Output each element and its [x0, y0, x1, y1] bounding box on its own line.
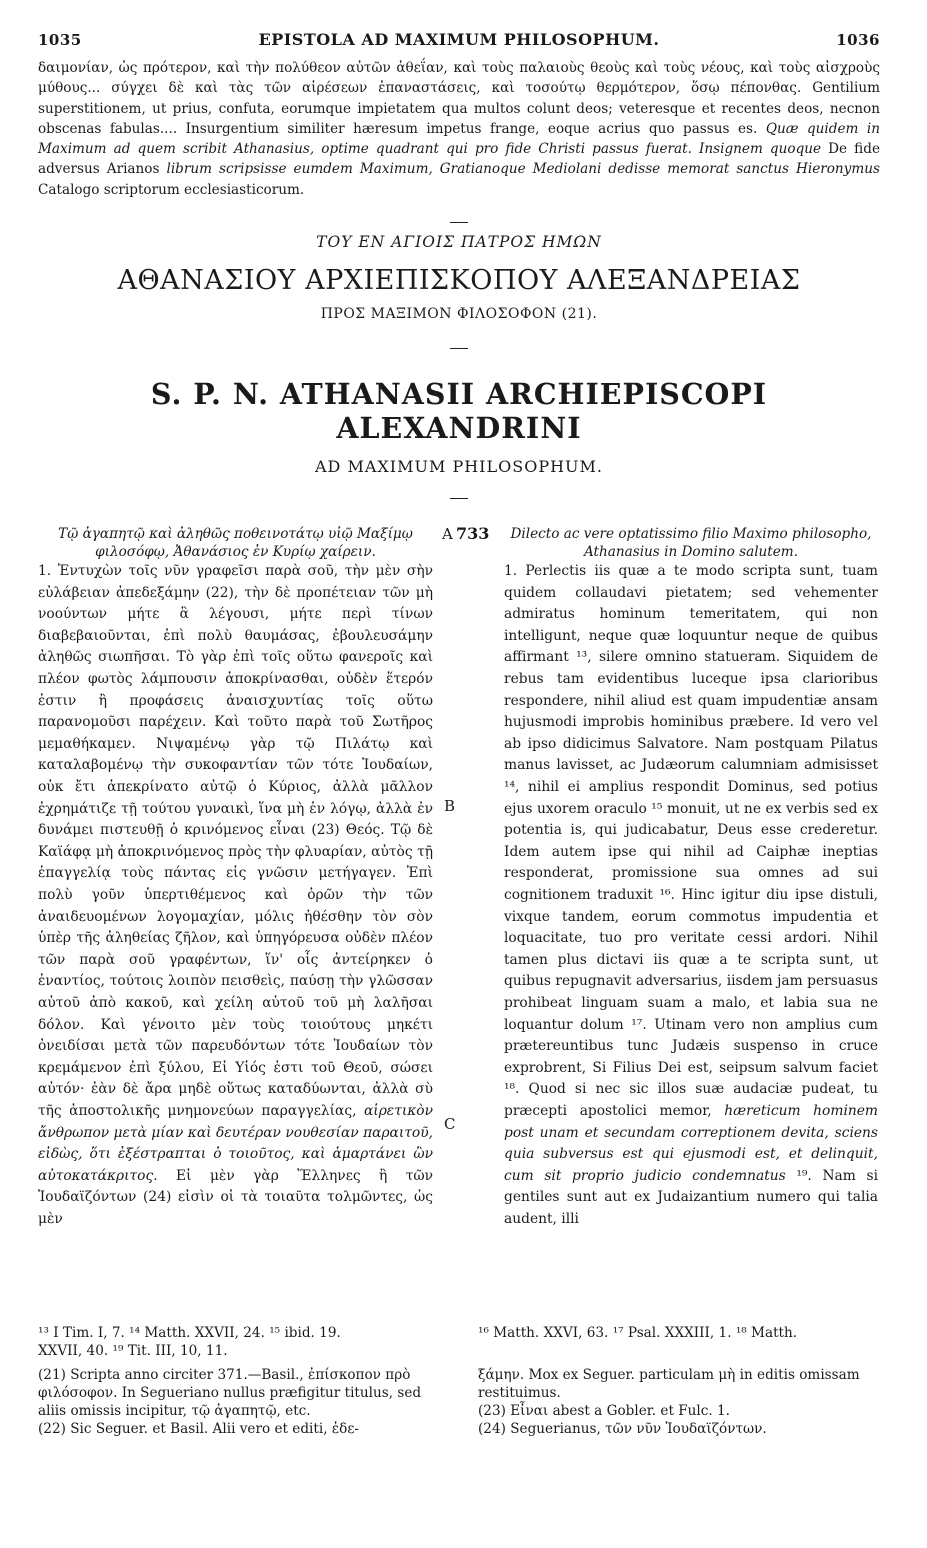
running-head [38, 30, 880, 56]
footnote-21: (21) Scripta anno circiter 371.—Basil., ἐπίσκοπον πρὸ φιλόσοφον. In Segueriano nullus præfigitur titulus, sed aliis omissis incipitur, τῷ ἀγαπητῷ, etc. [38, 1367, 422, 1419]
margin-marker-b: B [444, 797, 456, 816]
heading-latin-2: AD MAXIMUM PHILOSOPHUM. [315, 457, 603, 477]
intro-greek: δαιμονίαν, ὡς πρότερον, καὶ τὴν πολύθεον αὐτῶν ἀθεΐαν, καὶ τοὺς παλαιοὺς θεοὺς καὶ τοὺς νέους, καὶ τοὺς αἰσχροὺς μύθους... σύγχει δὲ καὶ τὰς τῶν αἱρέσεων ἐπαναστάσεις, καὶ τοσούτῳ θερμότερον, ὅσῳ πέπονθας. [38, 60, 880, 97]
intro-latin-end: Catalogo scriptorum ecclesiasticorum. [38, 181, 305, 198]
latin-text-italic: hæreticum hominem post unam et secundam correptionem devita, sciens quia subversus est qui ejusmodi est, et delinquit, cum sit proprio judicio condemnatus [504, 1102, 878, 1184]
document-page [38, 30, 880, 1530]
page-number-left: 1035 [38, 31, 82, 49]
margin-marker-c: C [444, 1115, 456, 1134]
running-title: EPISTOLA AD MAXIMUM PHILOSOPHUM. [258, 30, 660, 49]
greek-text: 1. Ἐντυχὼν τοῖς νῦν γραφεῖσι παρὰ σοῦ, τὴν μὲν σὴν εὐλάβειαν ἀπεδεξάμην (22), τὴν δὲ προπέτειαν τῶν μὴ νοούντων μήτε ἃ λέγουσι, μήτε περὶ τίνων διαβεβαιοῦνται, ἐπὶ πολὺ θαυμάσας, ἐβουλευσάμην ἀληθῶς σιωπῆσαι. Τὸ γὰρ ἐπὶ τοῖς οὕτω φανεροῖς καὶ πλέον φωτὸς λάμπουσιν ἀποκρίνασθαι, οὐδὲν ἕτερόν ἐστιν ἢ προφάσεις ἀναισχυντίας τοῖς οὕτω παρανομοῦσι παρέχειν. Καὶ τοῦτο παρὰ τοῦ Σωτῆρος μεμαθήκαμεν. Νιψαμένῳ γὰρ τῷ Πιλάτῳ καὶ καταλαβομένῳ τὴν συκοφαντίαν τῶν τότε Ἰουδαίων, οὐκ ἔτι ἀπεκρίνατο αὐτῷ ὁ Κύριος, ἀλλὰ μᾶλλον ἐχρημάτιζε τῇ τούτου γυναικὶ, ἵνα μὴ ἐν λόγῳ, ἀλλὰ ἐν δυνάμει πιστευθῇ ὁ κρινόμενος εἶναι (23) Θεός. Τῷ δὲ Καϊάφᾳ μὴ ἀποκρινόμενος πρὸς τὴν φλυαρίαν, αὐτὸς τῇ ἐπαγγελίᾳ τοὺς πάντας εἰς γνῶσιν μετήγαγεν. Ἐπὶ πολὺ γοῦν ὑπερτιθέμενος καὶ ὁρῶν τὴν τῶν ἀναιδευομένων λογομαχίαν, μόλις ἠθέσθην τὸν σὸν ὑπὲρ τῆς ἀληθείας ζῆλον, καὶ ὑπηγόρευσα οὐδὲν πλέον τῶν παρὰ σοῦ γραφέντων, ἵν' οἷς ἀντείρηκεν ὁ ἐναντίος, τούτοις λοιπὸν πεισθεὶς, παύσῃ τὴν γλῶσσαν αὐτοῦ ἀπὸ κακοῦ, καὶ χείλη αὐτοῦ τοῦ μὴ λαλῆσαι δόλον. Καὶ γένοιτο μὲν τοὺς τοιούτους μηκέτι ὀνειδίσαι μετὰ τῶν παρευδόντων τότε Ἰουδαίων τὸν κρεμάμενον ἐπὶ ξύλου, Εἰ Υἱός ἐστι τοῦ Θεοῦ, σώσει αὐτόν· ἐὰν δὲ ἄρα μηδὲ οὕτως καταδύωνται, ἀλλὰ σὺ τῆς ἀποστολικῆς μνημονεύων παραγγελίας, [38, 563, 433, 1119]
intro-latin-title: De fide adversus Arianos [38, 141, 880, 178]
footnote-refs: ¹³ I Tim. I, 7. ¹⁴ Matth. XXVII, 24. ¹⁵ ibid. 19. [38, 1325, 341, 1341]
heading-latin-1: S. P. N. ATHANASII ARCHIEPISCOPI ALEXANDRINI [150, 377, 768, 446]
divider [450, 348, 468, 349]
margin-marker-a: A [442, 525, 453, 544]
footnote-refs-2: XXVII, 40. ¹⁹ Tit. III, 10, 11. [38, 1343, 228, 1359]
latin-text: 1. Perlectis iis quæ a te modo scripta sunt, tuam quidem collaudavi pietatem; sed vehementer admiratus hominum temeritatem, qui non intelligunt, neque quæ loquuntur neque de quibus affirmant ¹³, silere omnino statueram. Siquidem de rebus tam evidentibus luceque ipsa clarioribus respondere, nihil aliud est quam impudentiæ ansam hujusmodi improbis hominibus præbere. Id vero vel ab ipso didicimus Salvatore. Nam postquam Pilatus manus lavisset, ac Judæorum calumniam admisisset ¹⁴, nihil ei amplius respondit Dominus, sed potius ejus uxorem oraculo ¹⁵ monuit, ut ne ex verbis sed ex potentia is, qui judicabatur, Deus esse crederetur. Idem autem ipse qui nihil ad Caiphæ ineptias responderat, promissione sua omnes ad sui cognitionem traduxit ¹⁶. Hinc igitur diu ipse distuli, vixque tandem, eorum commotus impudentia et loquacitate, tuo pro veritate cessi ardori. Nihil tamen plus dictavi iis quæ a te scripta sunt, ut quibus repugnavit adversarius, iisdem jam persuasus prohibeat linguam suam a malo, et labia sua ne loquantur dolum ¹⁷. Utinam vero non amplius cum prætereuntibus tunc Judæis suspenso in cruce exprobrent, Si Filius Dei est, seipsum salvum faciet ¹⁸. Quod si nec sic illos suæ audaciæ pudeat, tu præcepti apostolici memor, [504, 563, 878, 1119]
footnote-24: (24) Seguerianus, τῶν νῦν Ἰουδαϊζόντων. [478, 1421, 767, 1437]
heading-greek-1: ΤΟΥ ΕΝ ΑΓΙΟΙΣ ΠΑΤΡΟΣ ΗΜΩΝ [316, 233, 602, 252]
latin-column [478, 525, 878, 1230]
footnote-22: (22) Sic Seguer. et Basil. Alii vero et editi, ἐδε- [38, 1421, 359, 1437]
intro-latin-italic-2: librum scripsisse eumdem Maximum, Gratianoque Mediolani dedisse memorat sanctus Hieronymus [166, 161, 880, 178]
footnote-22-cont: ξάμην. Mox ex Seguer. particulam μὴ in editis omissam restituimus. [478, 1367, 860, 1401]
greek-greeting: Τῷ ἀγαπητῷ καὶ ἀληθῶς ποθεινοτάτῳ υἱῷ Μαξίμῳ φιλοσόφῳ, Ἀθανάσιος ἐν Κυρίῳ χαίρειν. [58, 526, 413, 561]
footnotes-right [478, 1324, 878, 1438]
intro-latin-italic: Quæ quidem in Maximum ad quem scribit Athanasius, optime quadrant qui pro fide Christi passus fuerat. Insignem quoque [38, 120, 880, 158]
heading-greek-3: ΠΡΟΣ ΜΑΞΙΜΟΝ ΦΙΛΟΣΟΦΟΝ (21). [320, 306, 598, 323]
heading-greek-2: ΑΘΑΝΑΣΙΟΥ ΑΡΧΙΕΠΙΣΚΟΠΟΥ ΑΛΕΞΑΝΔΡΕΙΑΣ [117, 265, 801, 297]
greek-text-italic: αἱρετικὸν ἄνθρωπον μετὰ μίαν καὶ δευτέραν νουθεσίαν παραιτοῦ, εἰδὼς, ὅτι ἐξέστραπται ὁ τοιοῦτος, καὶ ἁμαρτάνει ὢν αὐτοκατάκριτος. [38, 1102, 433, 1184]
intro-paragraph [38, 58, 880, 200]
two-column-text [38, 524, 880, 1227]
latin-greeting: Dilecto ac vere optatissimo filio Maximo philosopho, Athanasius in Domino salutem. [510, 526, 872, 561]
footnote-refs-right: ¹⁶ Matth. XXVI, 63. ¹⁷ Psal. XXXIII, 1. ¹⁸ Matth. [478, 1325, 798, 1341]
footnotes-left [38, 1324, 433, 1438]
footnote-23: (23) Εἶναι abest a Gobler. et Fulc. 1. [478, 1403, 730, 1419]
greek-text-end: Εἰ μὲν γὰρ Ἕλληνες ἢ τῶν Ἰουδαϊζόντων (24) εἰσὶν οἱ τὰ τοιαῦτα τολμῶντες, ὡς μὲν [38, 1167, 433, 1227]
column-number: 733 [456, 524, 490, 544]
intro-latin: Gentilium superstitionem, ut prius, confuta, eorumque impietatem qua multos colunt deos; veteresque et recentes deos, necnon obscenas fabulas.... Insurgentium similiter hæresum impetus frange, eoque acrius quo passus es. [38, 80, 880, 137]
divider [450, 498, 468, 499]
greek-column [38, 525, 433, 1230]
page-number-right: 1036 [836, 31, 880, 49]
divider [450, 222, 468, 223]
latin-text-end: ¹⁹. Nam si gentiles sunt aut ex Judaizantium numero qui talia audent, illi [504, 1167, 878, 1227]
